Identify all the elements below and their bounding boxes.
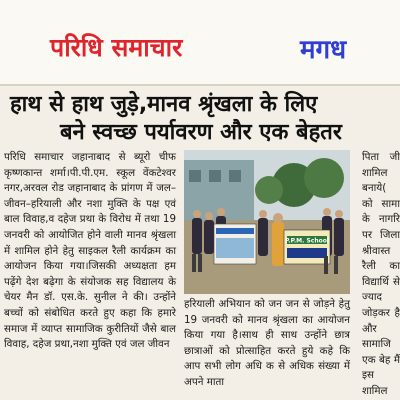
rally-photo [184,150,350,294]
headline-line-1: हाथ से हाथ जुड़े,मानव श्रृंखला के लिए [10,92,318,117]
rally-photo-illustration [184,150,350,294]
article-column-right: पिता जी शामिल बनाये( को सामा के नागरि पर जिला श्रीवास्त रैली का विद्यार्थि से ज्याद जोड़कर है और सामाजि एक बेह मैं इस शामिल [362,151,400,397]
article-column-middle: हरियाली अभियान को जन जन से जोड़ने हेतु 19 जनवरी को मानव श्रृंखला का आयोजन किया गया है।साथ ही साथ उन्होंने छात्र छात्राओं को प्रोत्साहित करते हुये कहे कि आप सभी लोग अधि क से अधिक संख्या में अपने माता [184,298,350,388]
article-column-left: परिधि समाचार जहानाबाद से ब्यूरो चीफ कृष्णकान्त शर्मा।पी.पी.एम. स्कूल वेंकटेश्वर नगर,अरवल रोड जहानाबाद के प्रांगण में जल–जीवन–हरियाली और नशा मुक्ति के पक्ष एवं बाल विवाह,व दहेज प्रथा के विरोध में तथा 19 जनवरी को आयोजित होने वाली मानव श्रृंखला में शामिल होने हेतु साइकल रैली कार्यक्रम का आयोजन किया गया।जिसकी अध्यक्षता हम पढ़ेंगे देश बढ़ेगा के संयोजक सह विद्यालय के चेयर मैन डॉ. एस.के. सुनील ने की। उन्होंने बच्चों को संबोधित करते हुए कहा कि हमारे समाज में व्याप्त सामाजिक कुरीतियों जैसे बाल विवाह, दहेज प्रथा,नशा मुक्ति एवं जल जीवन [4,151,176,351]
edition-title: मगध [300,35,347,65]
school-banner-text: P.P.M. School [285,237,329,245]
masthead [0,0,400,84]
masthead-divider [0,84,400,86]
newspaper-title: परिधि समाचार [50,33,183,62]
headline-line-2: बने स्वच्छ पर्यावरण और एक बेहतर [60,120,342,145]
